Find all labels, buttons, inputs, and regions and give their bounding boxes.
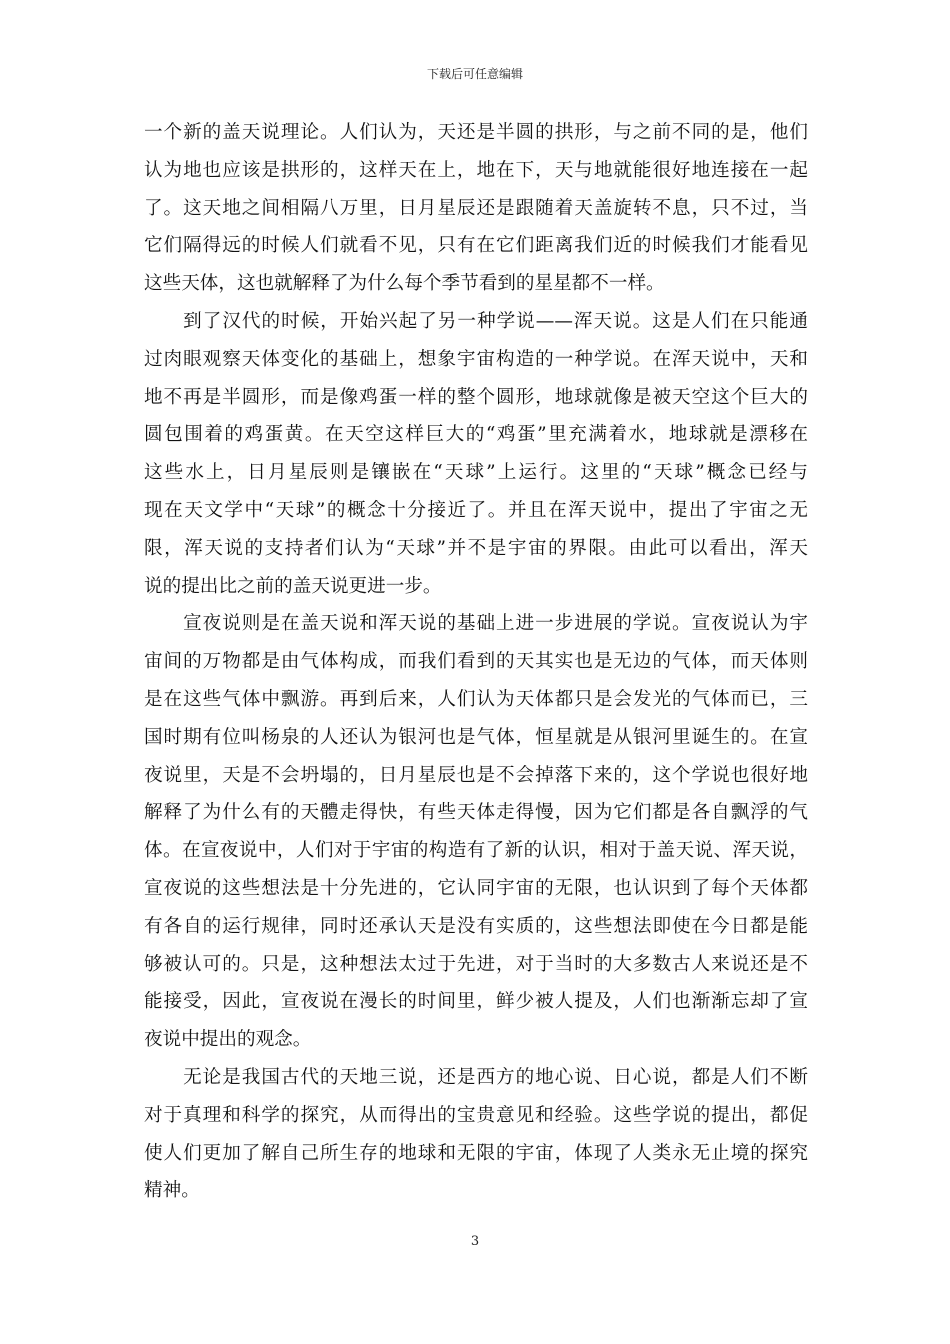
text-line: 地不再是半圆形，而是像鸡蛋一样的整个圆形，地球就像是被天空这个巨大的 (144, 386, 808, 408)
paragraph-huntian (144, 303, 808, 605)
text-line: 这些水上，日月星辰则是镶嵌在“天球”上运行。这里的“天球”概念已经与 (144, 462, 808, 484)
page-number: 3 (470, 1234, 480, 1249)
text-line: 圆包围着的鸡蛋黄。在天空这样巨大的“鸡蛋”里充满着水，地球就是漂移在 (144, 424, 808, 446)
text-line: 国时期有位叫杨泉的人还认为银河也是气体，恒星就是从银河里诞生的。在宣 (144, 726, 808, 748)
text-line: 一个新的盖天说理论。人们认为，天还是半圆的拱形，与之前不同的是，他们 (144, 122, 808, 143)
text-line: 限，浑天说的支持者们认为“天球”并不是宇宙的界限。由此可以看出，浑天 (144, 537, 808, 559)
text-line: 无论是我国古代的天地三说，还是西方的地心说、日心说，都是人们不断 (144, 1066, 808, 1088)
document-body (144, 114, 808, 1210)
text-line: 宙间的万物都是由气体构成，而我们看到的天其实也是无边的气体，而天体则 (144, 651, 808, 673)
paragraph-conclusion (144, 1059, 808, 1210)
text-line: 了。这天地之间相隔八万里，日月星辰还是跟随着天盖旋转不息，只不过，当 (144, 197, 808, 219)
text-line: 说的提出比之前的盖天说更进一步。 (144, 575, 442, 597)
paragraph-gaitian (144, 114, 808, 303)
text-line: 夜说中提出的观念。 (144, 1029, 312, 1051)
text-line: 宣夜说的这些想法是十分先进的，它认同宇宙的无限，也认识到了每个天体都 (144, 877, 808, 899)
text-line: 现在天文学中“天球”的概念十分接近了。并且在浑天说中，提出了宇宙之无 (144, 499, 808, 521)
text-line: 解释了为什么有的天體走得快，有些天体走得慢，因为它们都是各自飘浮的气 (144, 802, 808, 824)
text-line: 是在这些气体中飘游。再到后来，人们认为天体都只是会发光的气体而已，三 (144, 688, 808, 710)
text-line: 夜说里，天是不会坍塌的，日月星辰也是不会掉落下来的，这个学说也很好地 (144, 764, 808, 786)
text-line: 它们隔得远的时候人们就看不见，只有在它们距离我们近的时候我们才能看见 (144, 235, 808, 257)
text-line: 宣夜说则是在盖天说和浑天说的基础上进一步进展的学说。宣夜说认为宇 (144, 613, 808, 635)
text-line: 够被认可的。只是，这种想法太过于先进，对于当时的大多数古人来说还是不 (144, 953, 808, 975)
text-line: 对于真理和科学的探究，从而得出的宝贵意见和经验。这些学说的提出，都促 (144, 1104, 808, 1126)
text-line: 使人们更加了解自己所生存的地球和无限的宇宙，体现了人类永无止境的探究 (144, 1142, 808, 1164)
text-line: 过肉眼观察天体变化的基础上，想象宇宙构造的一种学说。在浑天说中，天和 (144, 348, 808, 370)
text-line: 精神。 (144, 1180, 200, 1202)
text-line: 能接受，因此，宣夜说在漫长的时间里，鲜少被人提及，人们也渐渐忘却了宣 (144, 991, 808, 1013)
text-line: 这些天体，这也就解释了为什么每个季节看到的星星都不一样。 (144, 273, 665, 295)
page-header: 下载后可任意编辑 (426, 67, 523, 81)
text-line: 到了汉代的时候，开始兴起了另一种学说——浑天说。这是人们在只能通 (144, 310, 808, 332)
text-line: 有各自的运行规律，同时还承认天是没有实质的，这些想法即使在今日都是能 (144, 915, 808, 937)
text-line: 体。在宣夜说中，人们对于宇宙的构造有了新的认识，相对于盖天说、浑天说， (144, 840, 808, 862)
paragraph-xuanye (144, 605, 808, 1059)
text-line: 认为地也应该是拱形的，这样天在上，地在下，天与地就能很好地连接在一起 (144, 159, 808, 181)
